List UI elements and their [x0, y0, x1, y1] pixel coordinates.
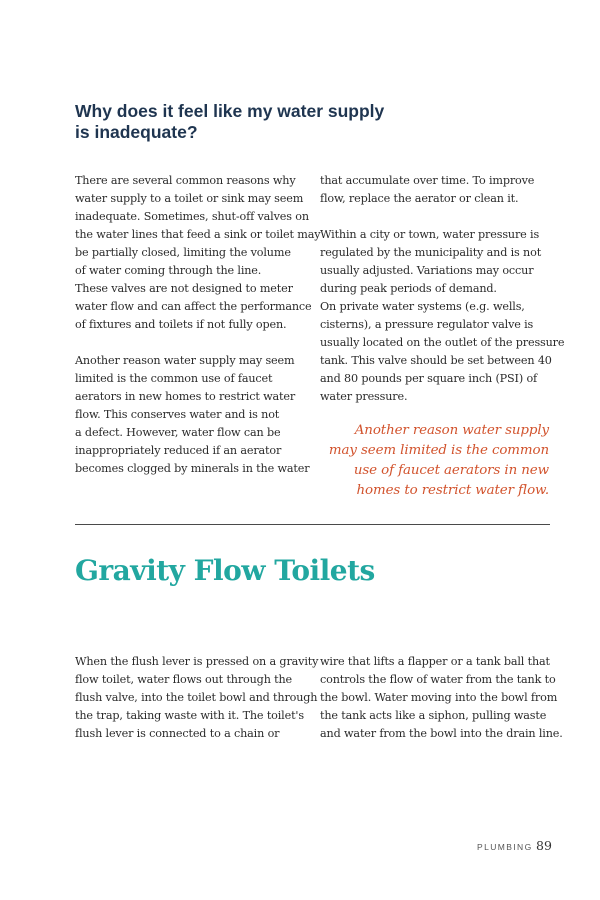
text-line: water flow and can affect the performance [75, 300, 312, 313]
gravity-column-left [75, 653, 319, 743]
text-line: inappropriately reduced if an aerator [75, 444, 282, 457]
paragraph-gap [320, 208, 560, 226]
text-line: There are several common reasons why [75, 174, 296, 187]
text-line: becomes clogged by minerals in the water [75, 462, 310, 475]
pull-quote-line: homes to restrict water flow. [356, 483, 549, 498]
text-line: On private water systems (e.g. wells, [320, 300, 525, 313]
page-number: 89 [536, 838, 552, 853]
text-line: of fixtures and toilets if not fully open. [75, 318, 287, 331]
text-line: and water from the bowl into the drain line. [320, 727, 563, 740]
pull-quote [319, 421, 549, 501]
text-line: controls the flow of water from the tank to [320, 673, 556, 686]
text-line: the tank acts like a siphon, pulling waste [320, 709, 547, 722]
text-line: and 80 pounds per square inch (PSI) of [320, 372, 538, 385]
text-line: during peak periods of demand. [320, 282, 497, 295]
paragraph-gap [75, 334, 315, 352]
supply-column-right [320, 172, 565, 406]
text-line: flush lever is connected to a chain or [75, 727, 280, 740]
question-heading [75, 101, 405, 143]
section-title: Gravity Flow Toilets [75, 554, 375, 587]
text-line: limited is the common use of faucet [75, 372, 273, 385]
question-heading-line: Why does it feel like my water supply [75, 101, 385, 121]
text-line: wire that lifts a flapper or a tank ball that [320, 655, 550, 668]
text-line: aerators in new homes to restrict water [75, 390, 296, 403]
text-line: flow, replace the aerator or clean it. [320, 192, 519, 205]
pull-quote-line: use of faucet aerators in new [353, 463, 549, 478]
text-line: These valves are not designed to meter [75, 282, 293, 295]
text-line: Within a city or town, water pressure is [320, 228, 540, 241]
text-line: regulated by the municipality and is not [320, 246, 542, 259]
gravity-column-right [320, 653, 563, 743]
text-line: flow. This conserves water and is not [75, 408, 280, 421]
text-line: the trap, taking waste with it. The toilet's [75, 709, 304, 722]
pull-quote-line: may seem limited is the common [328, 443, 549, 458]
question-heading-line: is inadequate? [75, 122, 198, 142]
text-line: the bowl. Water moving into the bowl from [320, 691, 558, 704]
text-line: tank. This valve should be set between 40 [320, 354, 552, 367]
text-line: Another reason water supply may seem [75, 354, 295, 367]
text-line: that accumulate over time. To improve [320, 174, 535, 187]
footer-section-label: PLUMBING [477, 842, 533, 852]
text-line: the water lines that feed a sink or toilet may [75, 228, 321, 241]
section-divider [75, 524, 550, 525]
text-line: inadequate. Sometimes, shut-off valves on [75, 210, 309, 223]
text-line: water pressure. [320, 390, 408, 403]
text-line: water supply to a toilet or sink may seem [75, 192, 304, 205]
supply-column-left [75, 172, 321, 478]
text-line: flush valve, into the toilet bowl and through [75, 691, 318, 704]
text-line: usually located on the outlet of the pressure [320, 336, 565, 349]
text-line: a defect. However, water flow can be [75, 426, 281, 439]
text-line: cisterns), a pressure regulator valve is [320, 318, 534, 331]
text-line: of water coming through the line. [75, 264, 262, 277]
text-line: When the flush lever is pressed on a gravity [75, 655, 319, 668]
pull-quote-line: Another reason water supply [354, 423, 549, 438]
text-line: flow toilet, water flows out through the [75, 673, 293, 686]
text-line: be partially closed, limiting the volume [75, 246, 291, 259]
text-line: usually adjusted. Variations may occur [320, 264, 534, 277]
